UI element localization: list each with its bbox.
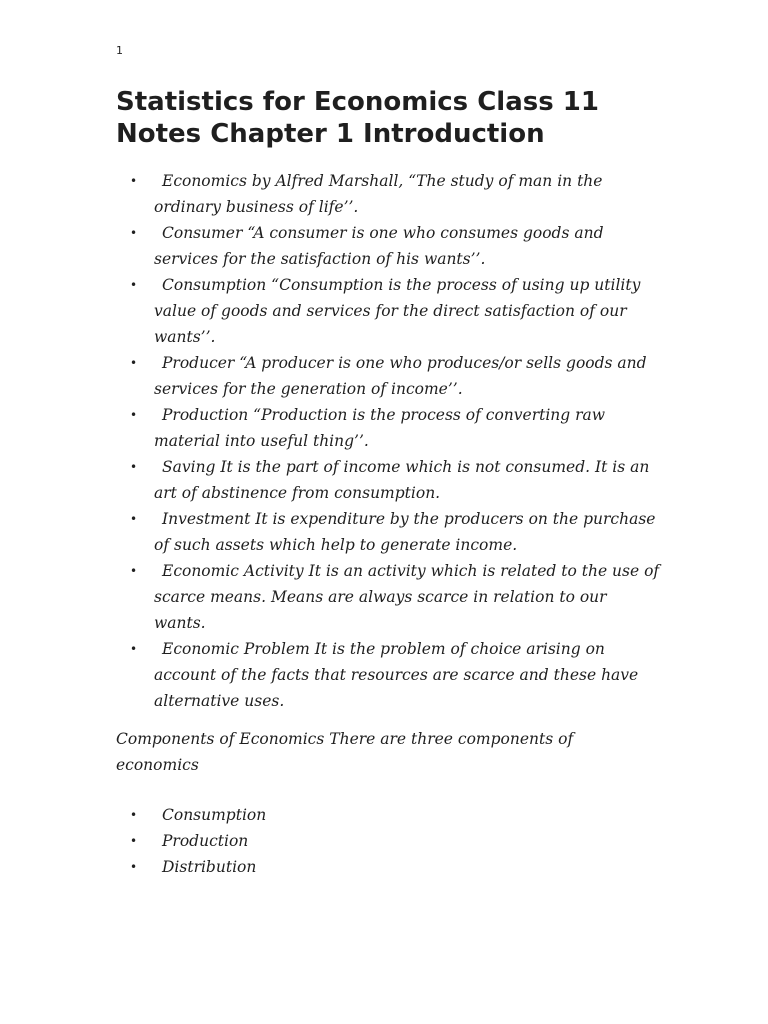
bullet-icon: • <box>130 860 138 874</box>
page-title <box>116 86 676 150</box>
list-item <box>120 854 520 880</box>
list-item <box>120 802 520 828</box>
list-item <box>120 506 660 558</box>
bullet-icon: • <box>130 564 138 578</box>
bullet-icon: • <box>130 174 138 188</box>
note-text: Saving It is the part of income which is not consumed. It is an art of abstinence from consumption. <box>154 458 650 502</box>
list-item <box>120 558 660 636</box>
note-text: Economic Activity It is an activity which is related to the use of scarce means. Means are always scarce in relation to our wants. <box>154 562 660 632</box>
page-title-line-2: Notes Chapter 1 Introduction <box>116 119 545 149</box>
notes-list <box>120 168 660 714</box>
bullet-icon: • <box>130 408 138 422</box>
component-text: Distribution <box>162 858 257 876</box>
note-text: Consumer “A consumer is one who consumes goods and services for the satisfaction of his wants’’. <box>154 224 604 268</box>
bullet-icon: • <box>130 808 138 822</box>
note-text: Investment It is expenditure by the producers on the purchase of such assets which help to generate income. <box>154 510 656 554</box>
bullet-icon: • <box>130 642 138 656</box>
list-item <box>120 402 660 454</box>
list-item <box>120 220 660 272</box>
list-item <box>120 454 660 506</box>
note-text: Production “Production is the process of converting raw material into useful thing’’. <box>154 406 606 450</box>
bullet-icon: • <box>130 460 138 474</box>
page-number: 1 <box>116 44 123 57</box>
list-item <box>120 636 660 714</box>
components-list <box>120 802 520 880</box>
list-item <box>120 272 660 350</box>
bullet-icon: • <box>130 834 138 848</box>
components-intro: Components of Economics There are three components of economics <box>116 730 574 774</box>
bullet-icon: • <box>130 278 138 292</box>
component-text: Production <box>162 832 249 850</box>
page-title-line-1: Statistics for Economics Class 11 <box>116 87 599 117</box>
bullet-icon: • <box>130 356 138 370</box>
bullet-icon: • <box>130 226 138 240</box>
note-text: Consumption “Consumption is the process of using up utility value of goods and services for the direct satisfaction of our wants’’. <box>154 276 641 346</box>
component-text: Consumption <box>162 806 267 824</box>
note-text: Economic Problem It is the problem of choice arising on account of the facts that resources are scarce and these have alternative uses. <box>154 640 639 710</box>
list-item <box>120 350 660 402</box>
note-text: Producer “A producer is one who produces/or sells goods and services for the generation of income’’. <box>154 354 647 398</box>
list-item <box>120 828 520 854</box>
note-text: Economics by Alfred Marshall, “The study of man in the ordinary business of life’’. <box>154 172 603 216</box>
bullet-icon: • <box>130 512 138 526</box>
list-item <box>120 168 660 220</box>
